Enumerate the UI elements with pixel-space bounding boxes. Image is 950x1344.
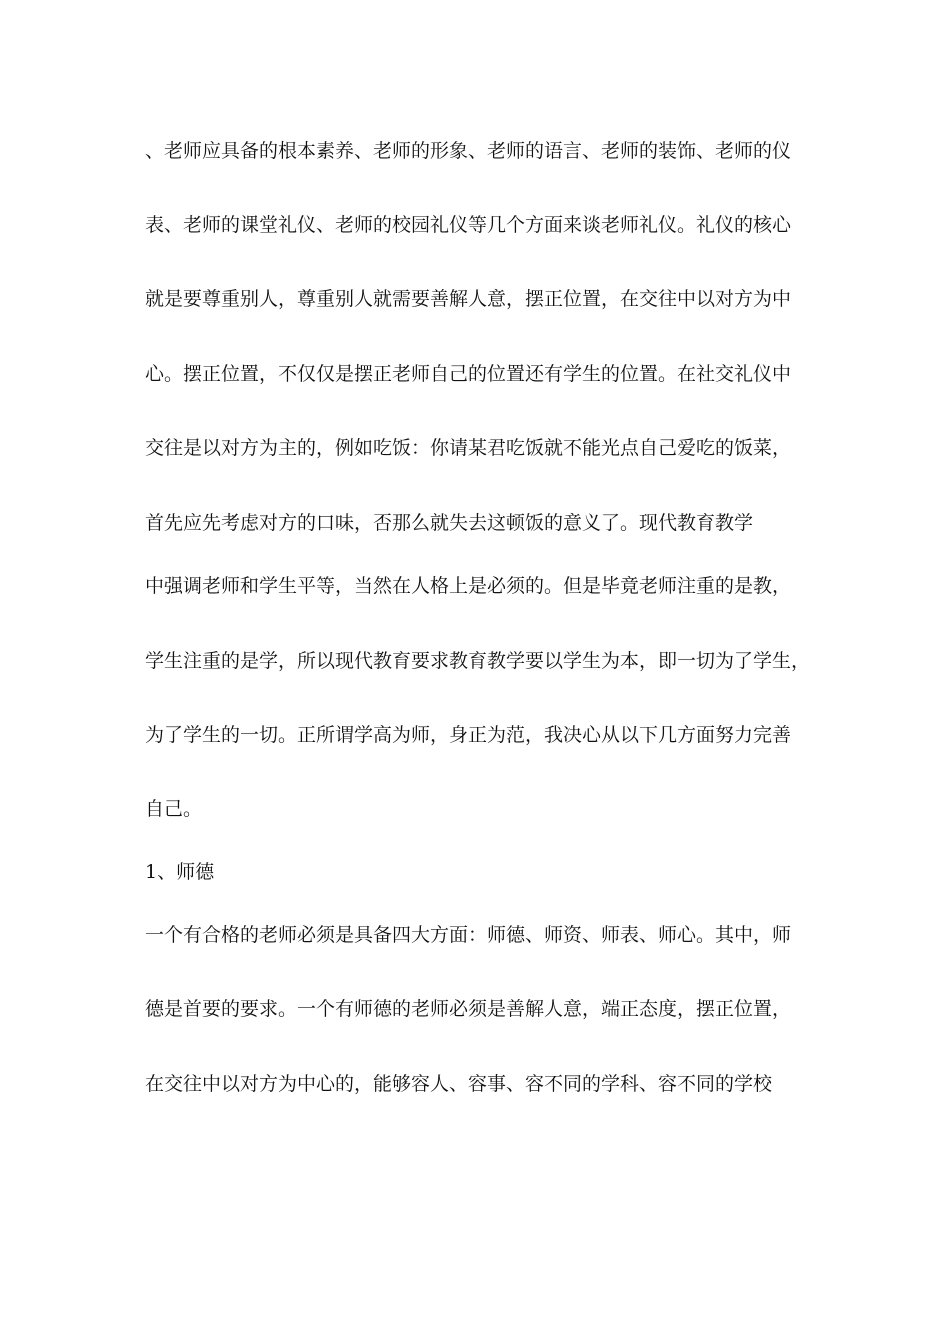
paragraph-line: 自己。 <box>145 798 203 820</box>
paragraph-line: 学生注重的是学，所以现代教育要求教育教学要以学生为本，即一切为了学生， <box>145 650 811 672</box>
paragraph-line: 交往是以对方为主的，例如吃饭：你请某君吃饭就不能光点自己爱吃的饭菜， <box>145 437 792 459</box>
paragraph-line: 为了学生的一切。正所谓学高为师，身正为范，我决心从以下几方面努力完善 <box>145 724 792 746</box>
paragraph-line: 一个有合格的老师必须是具备四大方面：师德、师资、师表、师心。其中，师 <box>145 924 792 946</box>
paragraph-line: 表、老师的课堂礼仪、老师的校园礼仪等几个方面来谈老师礼仪。礼仪的核心 <box>145 214 792 236</box>
paragraph-line: 、老师应具备的根本素养、老师的形象、老师的语言、老师的装饰、老师的仪 <box>145 140 792 162</box>
paragraph-line: 中强调老师和学生平等，当然在人格上是必须的。但是毕竟老师注重的是教， <box>145 575 792 597</box>
paragraph-line: 就是要尊重别人，尊重别人就需要善解人意，摆正位置，在交往中以对方为中 <box>145 288 792 310</box>
paragraph-line: 在交往中以对方为中心的，能够容人、容事、容不同的学科、容不同的学校 <box>145 1073 773 1095</box>
paragraph-line: 德是首要的要求。一个有师德的老师必须是善解人意，端正态度，摆正位置， <box>145 998 792 1020</box>
paragraph-line: 首先应先考虑对方的口味，否那么就失去这顿饭的意义了。现代教育教学 <box>145 512 754 534</box>
section-heading: 1、师德 <box>145 861 215 883</box>
paragraph-line: 心。摆正位置，不仅仅是摆正老师自己的位置还有学生的位置。在社交礼仪中 <box>145 363 792 385</box>
